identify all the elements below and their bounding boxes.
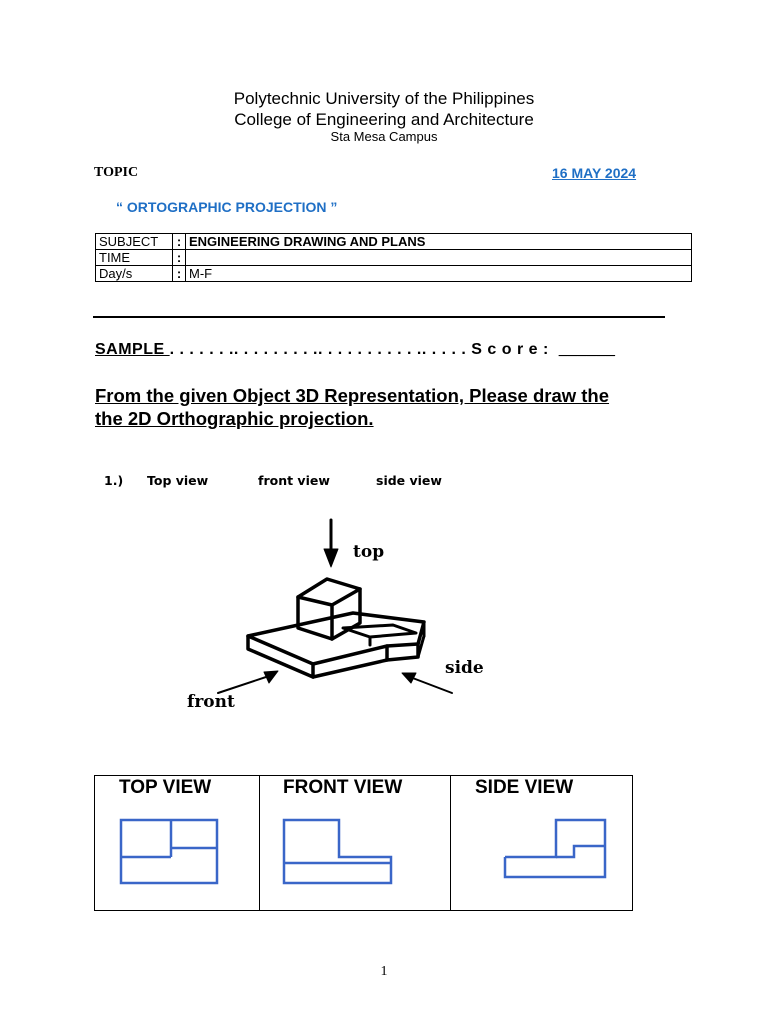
topic-label: TOPIC bbox=[94, 165, 139, 180]
table-row bbox=[96, 250, 692, 266]
views-table bbox=[94, 775, 633, 911]
side-view-drawing bbox=[505, 820, 605, 877]
row-label: SUBJECT bbox=[96, 234, 173, 250]
row-separator: : bbox=[173, 234, 186, 250]
instruction-line-1: From the given Object 3D Representation, Please draw the bbox=[95, 385, 610, 406]
page-number: 1 bbox=[380, 964, 388, 979]
info-table bbox=[95, 233, 692, 282]
row-label: TIME bbox=[96, 250, 173, 266]
label-front: front bbox=[187, 692, 235, 712]
row-value: ENGINEERING DRAWING AND PLANS bbox=[186, 234, 692, 250]
top-arrow-head bbox=[324, 549, 338, 567]
top-view-drawing bbox=[121, 820, 217, 883]
instruction-line-2: the 2D Orthographic projection. bbox=[95, 408, 374, 429]
header-front-view: FRONT VIEW bbox=[283, 777, 403, 798]
row-value bbox=[186, 250, 692, 266]
divider-line bbox=[93, 316, 665, 318]
row-separator: : bbox=[173, 250, 186, 266]
base-left-side bbox=[248, 636, 313, 677]
row-separator: : bbox=[173, 266, 186, 282]
label-side: side bbox=[445, 658, 484, 678]
sample-dots: . . . . . . .. . . . . . . . .. . . . . . . . . . .. . . . . bbox=[169, 341, 472, 358]
question-view-side: side view bbox=[376, 473, 442, 488]
table-row bbox=[96, 234, 692, 250]
question-number: 1.) bbox=[104, 473, 124, 488]
header-top-view: TOP VIEW bbox=[119, 777, 212, 798]
score-blank: ______ bbox=[558, 341, 616, 358]
score-label: S c o r e : bbox=[471, 341, 559, 358]
campus-name: Sta Mesa Campus bbox=[330, 129, 438, 144]
row-label: Day/s bbox=[96, 266, 173, 282]
table-row bbox=[96, 266, 692, 282]
views-drawings bbox=[95, 776, 632, 910]
side-arrow-shaft bbox=[410, 677, 452, 693]
question-view-front: front view bbox=[258, 473, 330, 488]
instruction bbox=[95, 384, 695, 430]
topic-title: “ ORTOGRAPHIC PROJECTION ” bbox=[116, 199, 338, 215]
front-arrow-head bbox=[264, 671, 278, 683]
row-value: M-F bbox=[186, 266, 692, 282]
question-view-top: Top view bbox=[147, 473, 209, 488]
front-view-drawing bbox=[284, 820, 391, 883]
sample-label: SAMPLE bbox=[95, 341, 170, 358]
sample-line bbox=[95, 341, 615, 359]
college-name: College of Engineering and Architecture bbox=[234, 110, 534, 129]
label-top: top bbox=[353, 542, 385, 562]
isometric-object-figure bbox=[180, 515, 520, 715]
cube-top-face bbox=[298, 579, 360, 605]
university-name: Polytechnic University of the Philippines bbox=[233, 89, 535, 108]
header-side-view: SIDE VIEW bbox=[475, 777, 574, 798]
date-link: 16 MAY 2024 bbox=[552, 165, 637, 181]
side-arrow-head bbox=[402, 673, 416, 683]
front-arrow-shaft bbox=[218, 675, 272, 693]
